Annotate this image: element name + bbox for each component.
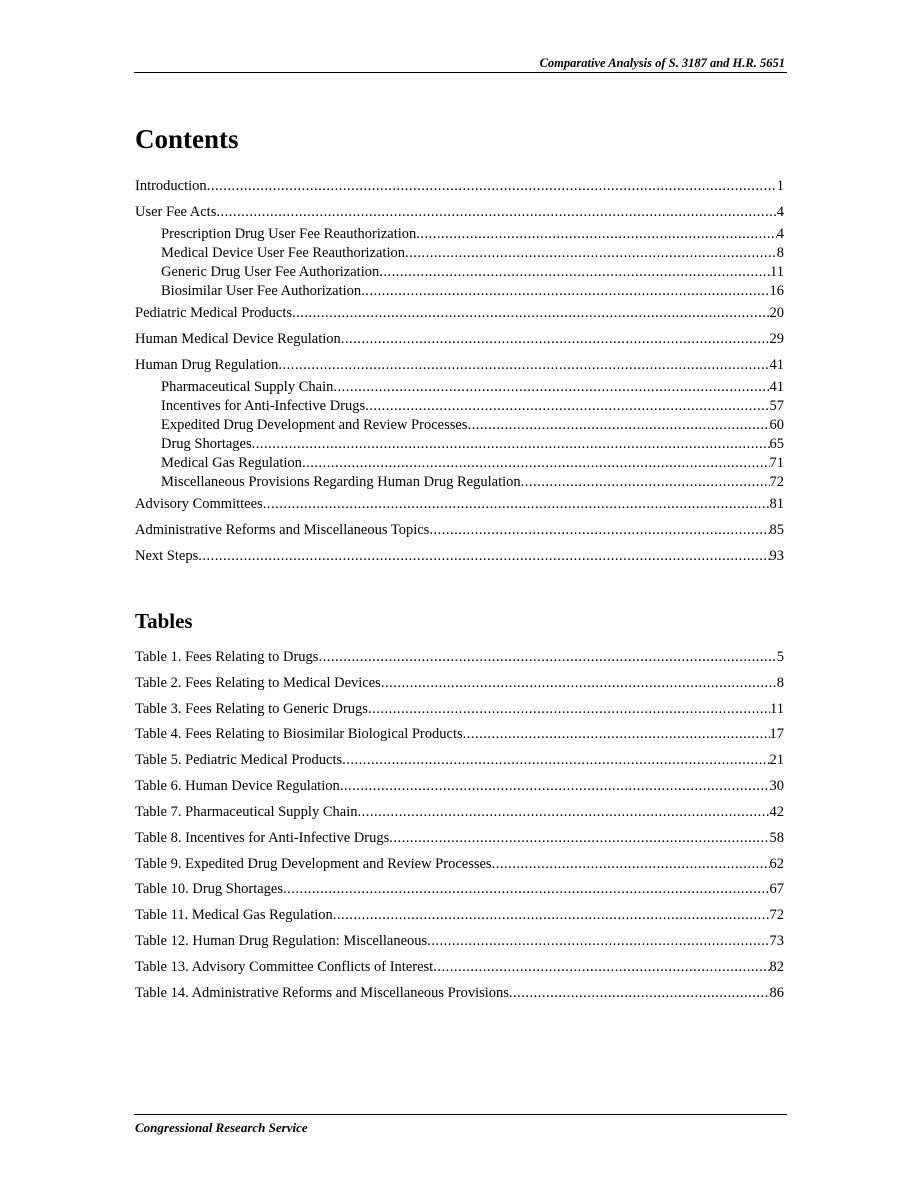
- toc-entry-title: Prescription Drug User Fee Reauthorization: [161, 226, 417, 242]
- dot-leader: [361, 282, 769, 301]
- toc-page-number: 58: [769, 830, 784, 846]
- table-entry-14[interactable]: [135, 984, 784, 1003]
- dot-leader: [292, 304, 769, 323]
- table-entry-8[interactable]: [135, 829, 784, 848]
- toc-entry-title: Table 7. Pharmaceutical Supply Chain: [135, 804, 358, 820]
- toc-entry-title: Table 8. Incentives for Anti-Infective Drugs: [135, 830, 390, 846]
- dot-leader: [405, 244, 777, 263]
- toc-entry-title: Expedited Drug Development and Review Processes: [161, 417, 468, 433]
- toc-entry-title: Table 9. Expedited Drug Development and Review Processes: [135, 856, 492, 872]
- toc-entry-title: Medical Gas Regulation: [161, 455, 302, 471]
- toc-page-number: 41: [769, 357, 784, 373]
- dot-leader: [365, 397, 769, 416]
- toc-entry-pediatric-medical-products[interactable]: [135, 304, 784, 323]
- header-divider: [134, 72, 787, 73]
- toc-entry-title: Advisory Committees: [135, 496, 263, 512]
- dot-leader: [283, 880, 770, 899]
- dot-leader: [340, 777, 770, 796]
- toc-entry-human-medical-device-regulation[interactable]: [135, 330, 784, 349]
- toc-entry-next-steps[interactable]: [135, 547, 784, 566]
- dot-leader: [252, 435, 770, 454]
- running-header: Comparative Analysis of S. 3187 and H.R. 5651: [539, 56, 785, 70]
- toc-entry-miscellaneous-provisions[interactable]: [161, 473, 784, 492]
- dot-leader: [278, 356, 769, 375]
- toc-entry-title: User Fee Acts: [135, 204, 217, 220]
- toc-entry-title: Table 10. Drug Shortages: [135, 881, 283, 897]
- toc-page-number: 82: [769, 959, 784, 975]
- toc-entry-title: Table 6. Human Device Regulation: [135, 778, 340, 794]
- table-entry-10[interactable]: [135, 880, 784, 899]
- toc-page-number: 62: [769, 856, 784, 872]
- toc-entry-title: Table 14. Administrative Reforms and Miscellaneous Provisions: [135, 985, 509, 1001]
- toc-page-number: 17: [769, 726, 784, 742]
- dot-leader: [318, 648, 776, 667]
- dot-leader: [368, 700, 770, 719]
- footer-divider: [134, 1114, 787, 1115]
- toc-page-number: 60: [769, 417, 784, 433]
- toc-page-number: 30: [769, 778, 784, 794]
- footer-organization: Congressional Research Service: [135, 1120, 308, 1135]
- dot-leader: [389, 829, 769, 848]
- dot-leader: [379, 263, 770, 282]
- table-entry-12[interactable]: [135, 932, 784, 951]
- toc-entry-user-fee-acts[interactable]: [135, 203, 784, 222]
- table-entry-4[interactable]: [135, 725, 784, 744]
- toc-page-number: 57: [769, 398, 784, 414]
- toc-entry-title: Incentives for Anti-Infective Drugs: [161, 398, 366, 414]
- toc-entry-generic-drug-user-fee[interactable]: [161, 263, 784, 282]
- toc-page-number: 93: [769, 548, 784, 564]
- dot-leader: [333, 378, 769, 397]
- toc-page-number: 42: [769, 804, 784, 820]
- toc-entry-title: Table 13. Advisory Committee Conflicts of Interest: [135, 959, 434, 975]
- dot-leader: [509, 984, 770, 1003]
- table-entry-3[interactable]: [135, 700, 784, 719]
- toc-entry-title: Table 12. Human Drug Regulation: Miscellaneous: [135, 933, 428, 949]
- toc-entry-biosimilar-user-fee[interactable]: [161, 282, 784, 301]
- dot-leader: [333, 906, 770, 925]
- contents-heading: Contents: [135, 124, 239, 154]
- dot-leader: [341, 330, 770, 349]
- toc-entry-title: Table 11. Medical Gas Regulation: [135, 907, 333, 923]
- toc-entry-pharmaceutical-supply-chain[interactable]: [161, 378, 784, 397]
- toc-page-number: 67: [769, 881, 784, 897]
- toc-entry-prescription-drug-user-fee[interactable]: [161, 225, 784, 244]
- toc-entry-anti-infective-incentives[interactable]: [161, 397, 784, 416]
- dot-leader: [492, 855, 770, 874]
- dot-leader: [381, 674, 777, 693]
- toc-entry-title: Miscellaneous Provisions Regarding Human Drug Regulation: [161, 474, 521, 490]
- dot-leader: [521, 473, 770, 492]
- toc-entry-medical-gas-regulation[interactable]: [161, 454, 784, 473]
- dot-leader: [302, 454, 770, 473]
- toc-page-number: 72: [769, 907, 784, 923]
- table-entry-11[interactable]: [135, 906, 784, 925]
- toc-entry-title: Table 3. Fees Relating to Generic Drugs: [135, 701, 368, 717]
- toc-entry-expedited-drug-development[interactable]: [161, 416, 784, 435]
- table-entry-7[interactable]: [135, 803, 784, 822]
- toc-entry-title: Biosimilar User Fee Authorization: [161, 283, 362, 299]
- toc-page-number: 16: [769, 283, 784, 299]
- dot-leader: [467, 416, 769, 435]
- toc-entry-title: Introduction: [135, 178, 207, 194]
- dot-leader: [463, 725, 770, 744]
- dot-leader: [216, 203, 776, 222]
- toc-entry-title: Table 2. Fees Relating to Medical Devices: [135, 675, 381, 691]
- toc-page-number: 72: [769, 474, 784, 490]
- dot-leader: [357, 803, 769, 822]
- toc-page-number: 8: [776, 675, 784, 691]
- toc-entry-administrative-reforms[interactable]: [135, 521, 784, 540]
- toc-entry-title: Pharmaceutical Supply Chain: [161, 379, 334, 395]
- dot-leader: [342, 751, 769, 770]
- dot-leader: [433, 958, 769, 977]
- toc-entry-title: Generic Drug User Fee Authorization: [161, 264, 380, 280]
- toc-entry-title: Administrative Reforms and Miscellaneous Topics: [135, 522, 430, 538]
- toc-page-number: 4: [776, 226, 784, 242]
- toc-page-number: 71: [769, 455, 784, 471]
- toc-page-number: 86: [769, 985, 784, 1001]
- toc-entry-title: Human Drug Regulation: [135, 357, 279, 373]
- toc-entry-introduction[interactable]: [135, 177, 784, 196]
- toc-entry-title: Medical Device User Fee Reauthorization: [161, 245, 405, 261]
- table-entry-6[interactable]: [135, 777, 784, 796]
- toc-page-number: 81: [769, 496, 784, 512]
- toc-page-number: 20: [769, 305, 784, 321]
- toc-entry-advisory-committees[interactable]: [135, 495, 784, 514]
- dot-leader: [416, 225, 776, 244]
- dot-leader: [427, 932, 769, 951]
- table-entry-1[interactable]: [135, 648, 784, 667]
- toc-entry-title: Pediatric Medical Products: [135, 305, 293, 321]
- dot-leader: [263, 495, 770, 514]
- toc-page-number: 11: [770, 264, 784, 280]
- toc-page-number: 8: [776, 245, 784, 261]
- toc-page-number: 85: [769, 522, 784, 538]
- table-entry-2[interactable]: [135, 674, 784, 693]
- toc-page-number: 1: [776, 178, 784, 194]
- toc-page-number: 29: [769, 331, 784, 347]
- toc-entry-title: Next Steps: [135, 548, 199, 564]
- toc-entry-human-drug-regulation[interactable]: [135, 356, 784, 375]
- toc-entry-title: Table 4. Fees Relating to Biosimilar Biological Products: [135, 726, 463, 742]
- table-entry-13[interactable]: [135, 958, 784, 977]
- table-entry-9[interactable]: [135, 855, 784, 874]
- toc-page-number: 65: [769, 436, 784, 452]
- toc-entry-title: Table 1. Fees Relating to Drugs: [135, 649, 319, 665]
- toc-entry-title: Drug Shortages: [161, 436, 252, 452]
- dot-leader: [429, 521, 769, 540]
- toc-page-number: 41: [769, 379, 784, 395]
- toc-entry-title: Table 5. Pediatric Medical Products: [135, 752, 343, 768]
- table-entry-5[interactable]: [135, 751, 784, 770]
- dot-leader: [207, 177, 777, 196]
- toc-page-number: 11: [770, 701, 784, 717]
- toc-entry-title: Human Medical Device Regulation: [135, 331, 341, 347]
- tables-heading: Tables: [135, 609, 193, 633]
- toc-entry-medical-device-user-fee[interactable]: [161, 244, 784, 263]
- dot-leader: [198, 547, 769, 566]
- toc-page-number: 73: [769, 933, 784, 949]
- toc-page-number: 21: [769, 752, 784, 768]
- toc-page-number: 4: [776, 204, 784, 220]
- toc-page-number: 5: [776, 649, 784, 665]
- toc-entry-drug-shortages[interactable]: [161, 435, 784, 454]
